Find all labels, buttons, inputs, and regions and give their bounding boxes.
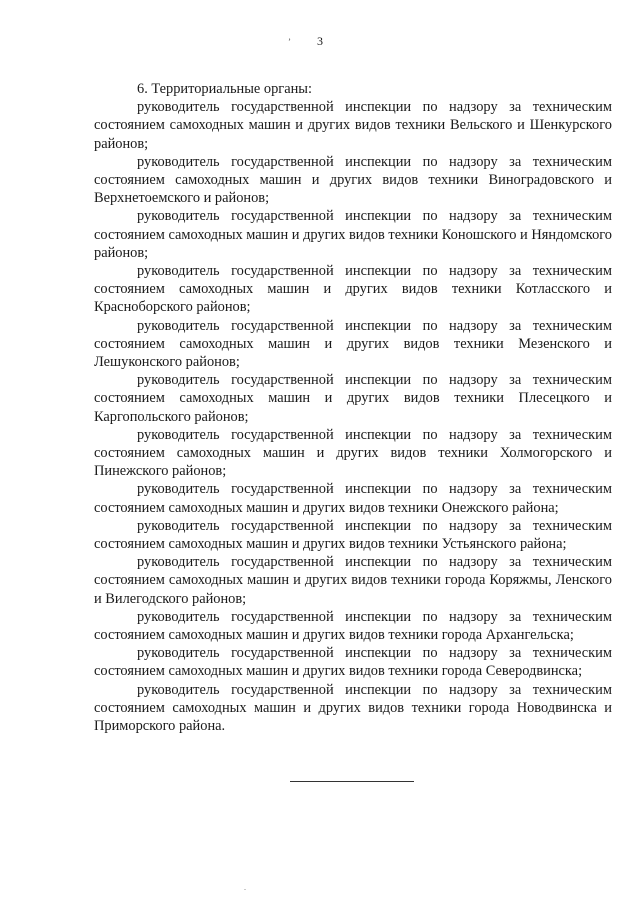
entry-paragraph: руководитель государственной инспекции по надзору за техническим состоянием самоходных машин и других видов техники Котласского и Красноборского районов; [94,263,612,316]
entry-paragraph: руководитель государственной инспекции по надзору за техническим состоянием самоходных машин и других видов техники Коношского и Няндомского районов; [94,208,612,261]
section-heading: 6. Территориальные органы: [137,81,312,97]
entry-paragraph: руководитель государственной инспекции по надзору за техническим состоянием самоходных машин и других видов техники города Новодвинска и Приморского района. [94,681,612,735]
entry-paragraph: руководитель государственной инспекции по надзору за техническим состоянием самоходных машин и других видов техники Виноградовского и Верхнетоемского и районов; [94,153,612,207]
scan-artifact-mark: ʼ [288,37,291,47]
entry-paragraph: руководитель государственной инспекции по надзору за техническим состоянием самоходных машин и других видов техники Вельского и Шенкурского районов; [94,99,612,152]
page-number: 3 [317,34,323,48]
entry-paragraph: руководитель государственной инспекции по надзору за техническим состоянием самоходных машин и других видов техники города Северодвинска; [94,645,612,680]
entry-paragraph: руководитель государственной инспекции по надзору за техническим состоянием самоходных машин и других видов техники Мезенского и Лешуконского районов; [94,317,612,371]
end-of-document-rule [290,781,414,782]
entry-paragraph: руководитель государственной инспекции по надзору за техническим состоянием самоходных машин и других видов техники города Архангельска; [94,608,612,644]
scan-artifact-dot: . [244,883,246,892]
entry-paragraph: руководитель государственной инспекции по надзору за техническим состоянием самоходных машин и других видов техники Устьянского района; [94,517,612,553]
entry-paragraph: руководитель государственной инспекции по надзору за техническим состоянием самоходных машин и других видов техники Холмогорского и Пинежского районов; [94,426,612,480]
entry-paragraph: руководитель государственной инспекции по надзору за техническим состоянием самоходных машин и других видов техники Онежского района; [94,481,612,516]
entry-paragraph: руководитель государственной инспекции по надзору за техническим состоянием самоходных машин и других видов техники города Коряжмы, Ленского и Вилегодского районов; [94,554,612,607]
document-body [94,80,612,735]
entry-paragraph: руководитель государственной инспекции по надзору за техническим состоянием самоходных машин и других видов техники Плесецкого и Каргопольского районов; [94,372,612,425]
